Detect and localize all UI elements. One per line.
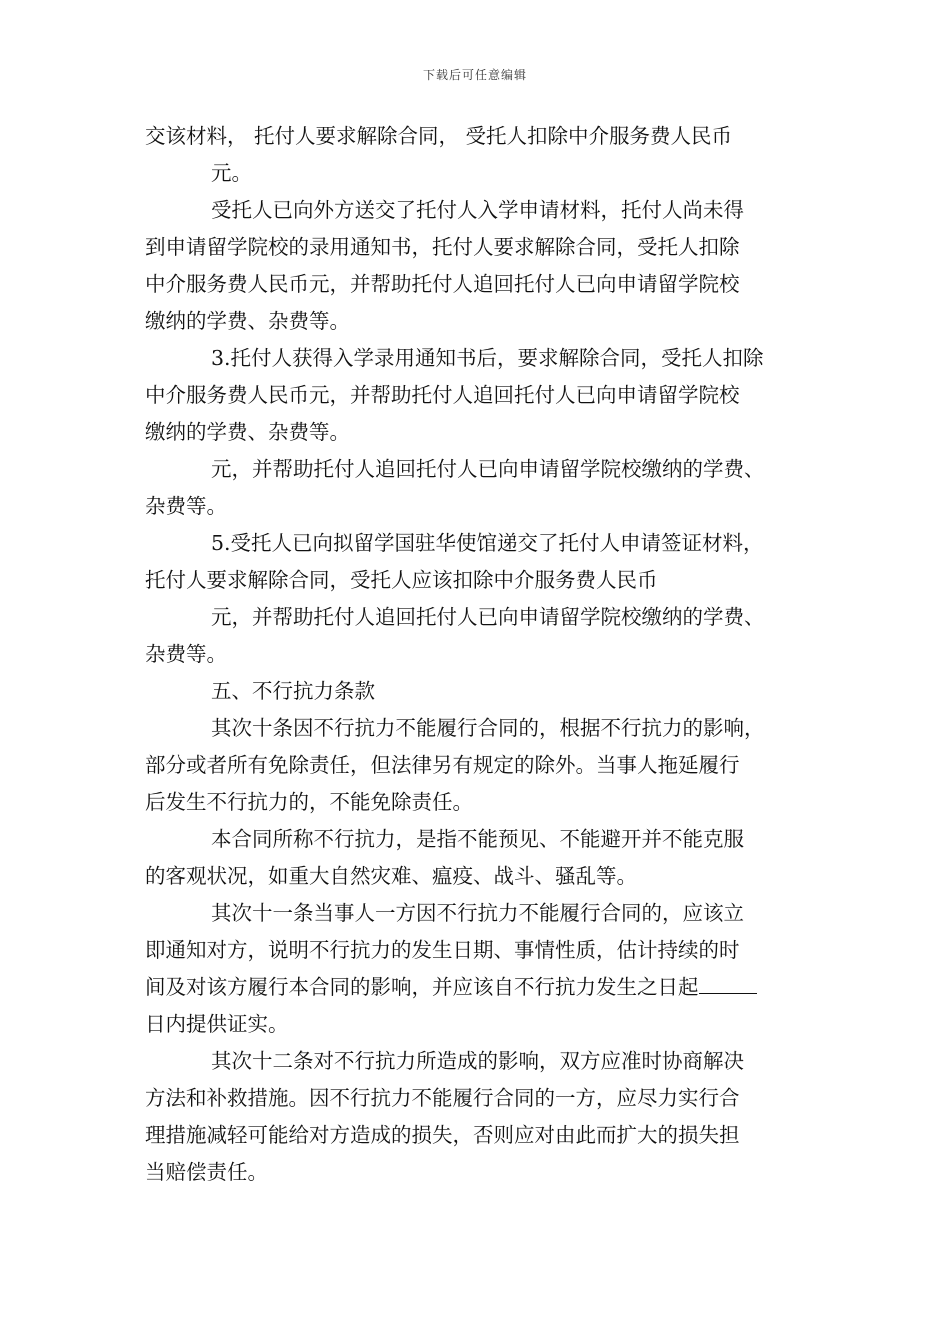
- page-header: 下载后可任意编辑: [422, 68, 527, 82]
- line-text: 缴纳的学费、杂费等。: [145, 420, 350, 444]
- line-text: 元。: [211, 161, 252, 185]
- line-text: 交该材料， 托付人要求解除合同， 受托人扣除中介服务费人民币: [145, 124, 733, 148]
- text-line: [145, 1154, 830, 1191]
- line-text: 中介服务费人民币元，并帮助托付人追回托付人已向申请留学院校: [145, 383, 740, 407]
- text-line: [145, 562, 830, 599]
- text-line: [145, 377, 830, 414]
- line-text: 5.受托人已向拟留学国驻华使馆递交了托付人申请签证材料，: [211, 531, 764, 555]
- line-text: 理措施减轻可能给对方造成的损失，否则应对由此而扩大的损失担: [145, 1123, 740, 1147]
- text-line: [145, 969, 830, 1006]
- text-line: [145, 821, 830, 858]
- text-line: [145, 858, 830, 895]
- text-line: [145, 599, 830, 636]
- line-text: 日内提供证实。: [145, 1012, 289, 1036]
- text-line: [145, 340, 830, 377]
- line-text: 其次十条因不行抗力不能履行合同的，根据不行抗力的影响，: [211, 716, 765, 740]
- line-text: 其次十一条当事人一方因不行抗力不能履行合同的，应该立: [211, 901, 744, 925]
- line-text: 方法和补救措施。因不行抗力不能履行合同的一方，应尽力实行合: [145, 1086, 740, 1110]
- text-line: [145, 710, 830, 747]
- line-text: 即通知对方，说明不行抗力的发生日期、事情性质，估计持续的时: [145, 938, 740, 962]
- line-text: 元，并帮助托付人追回托付人已向申请留学院校缴纳的学费、: [211, 605, 765, 629]
- line-text: 3.托付人获得入学录用通知书后，要求解除合同，受托人扣除: [211, 346, 764, 370]
- text-line: [145, 451, 830, 488]
- text-line: [145, 1006, 830, 1043]
- line-text: 间及对该方履行本合同的影响，并应该自不行抗力发生之日起: [145, 975, 699, 999]
- text-line: [145, 192, 830, 229]
- line-text: 本合同所称不行抗力，是指不能预见、不能避开并不能克服: [211, 827, 744, 851]
- line-text: 到申请留学院校的录用通知书，托付人要求解除合同，受托人扣除: [145, 235, 740, 259]
- line-text: 五、不行抗力条款: [211, 679, 375, 703]
- text-line: [145, 414, 830, 451]
- document-body: [145, 118, 830, 1191]
- text-line: [145, 155, 830, 192]
- line-text: 的客观状况，如重大自然灾难、瘟疫、战斗、骚乱等。: [145, 864, 637, 888]
- line-text: 元，并帮助托付人追回托付人已向申请留学院校缴纳的学费、: [211, 457, 765, 481]
- line-text: 杂费等。: [145, 642, 227, 666]
- text-line: [145, 1117, 830, 1154]
- line-text: 后发生不行抗力的，不能免除责任。: [145, 790, 473, 814]
- line-text: 部分或者所有免除责任，但法律另有规定的除外。当事人拖延履行: [145, 753, 740, 777]
- text-line: [145, 229, 830, 266]
- text-line: [145, 636, 830, 673]
- text-line: [145, 303, 830, 340]
- line-text: 缴纳的学费、杂费等。: [145, 309, 350, 333]
- text-line: [145, 525, 830, 562]
- text-line: [145, 118, 830, 155]
- text-line: [145, 895, 830, 932]
- text-line: [145, 1080, 830, 1117]
- line-text: 受托人已向外方送交了托付人入学申请材料，托付人尚未得: [211, 198, 744, 222]
- text-line: [145, 488, 830, 525]
- line-text: 当赔偿责任。: [145, 1160, 268, 1184]
- line-text: 杂费等。: [145, 494, 227, 518]
- text-line: [145, 1043, 830, 1080]
- text-line: [145, 784, 830, 821]
- text-line: [145, 266, 830, 303]
- line-text: 中介服务费人民币元，并帮助托付人追回托付人已向申请留学院校: [145, 272, 740, 296]
- text-line: [145, 932, 830, 969]
- line-text: 其次十二条对不行抗力所造成的影响，双方应准时协商解决: [211, 1049, 744, 1073]
- text-line: [145, 747, 830, 784]
- line-text: 托付人要求解除合同，受托人应该扣除中介服务费人民币: [145, 568, 658, 592]
- section-heading: [145, 673, 830, 710]
- fill-in-blank: [699, 971, 757, 994]
